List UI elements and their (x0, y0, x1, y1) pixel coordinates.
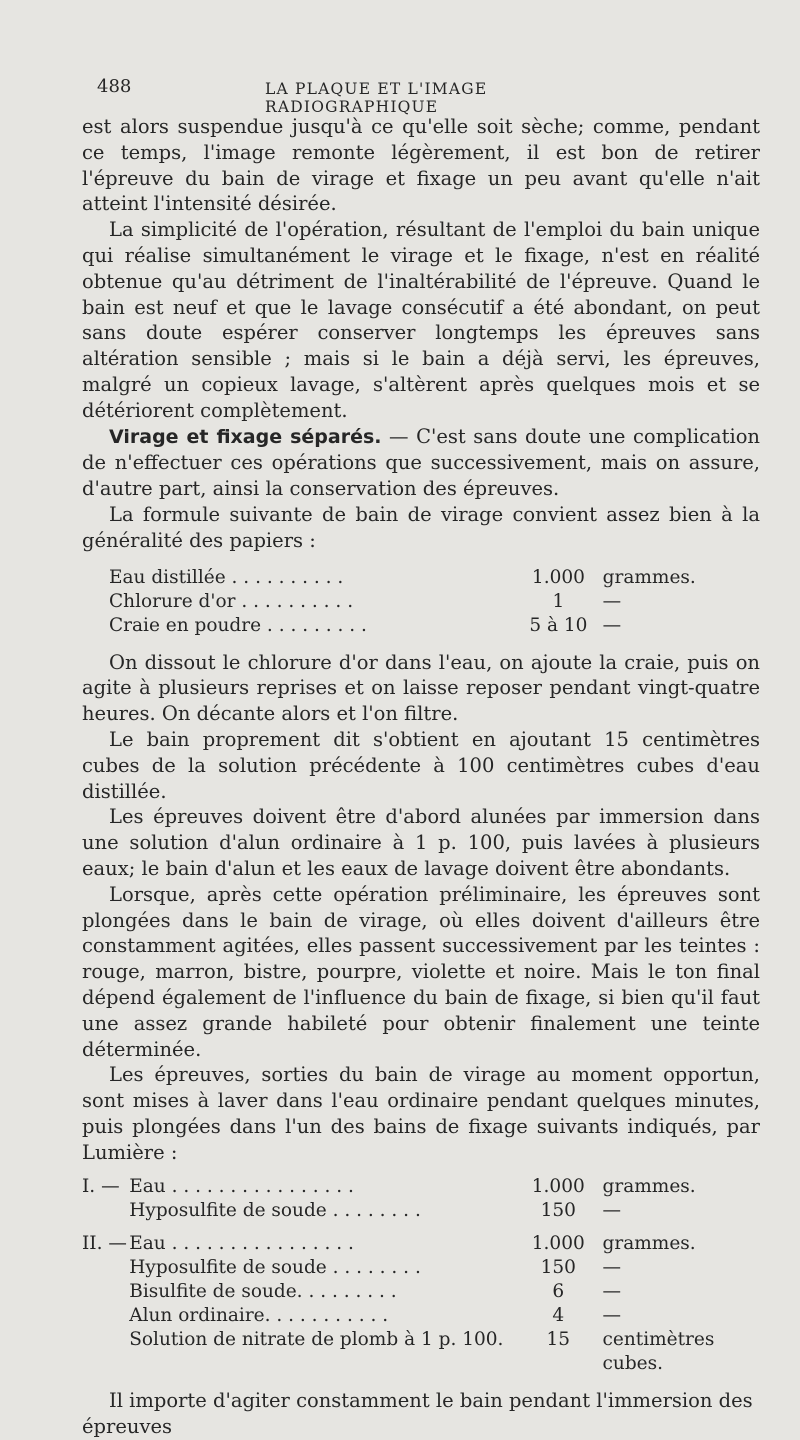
formula-number: I. — (82, 1176, 120, 1198)
unit: — (602, 590, 622, 612)
formula-virage (109, 566, 760, 638)
quantity: 1.000 (531, 1176, 585, 1198)
quantity: 1.000 (531, 566, 585, 588)
paragraph: Il importe d'agiter constamment le bain pendant l'immersion des épreuves (82, 1389, 753, 1439)
formula-row (82, 1328, 760, 1376)
unit: — (602, 1305, 622, 1327)
formula-fixage-1 (82, 1175, 760, 1223)
quantity: 150 (540, 1257, 576, 1279)
paragraph: est alors suspendue jusqu'à ce qu'elle soit sèche; comme, pendant ce temps, l'image remonte légèrement, il est bon de retirer l'épreuve du bain de virage et fixage un peu avant qu'elle n'ait atteint l'intensité désirée. (82, 115, 760, 216)
page-number: 488 (97, 76, 132, 97)
unit: — (602, 1257, 622, 1279)
unit: centimètres cubes. (602, 1329, 715, 1375)
formula-row (82, 1280, 760, 1304)
quantity: 5 à 10 (529, 614, 588, 636)
running-title: LA PLAQUE ET L'IMAGE RADIOGRAPHIQUE (265, 80, 488, 116)
section-heading: Virage et fixage séparés. (109, 425, 382, 448)
formula-row (82, 1175, 760, 1199)
ingredient: Hyposulfite de soude . . . . . . . . (129, 1200, 421, 1222)
quantity: 1.000 (531, 1233, 585, 1255)
ingredient: Eau . . . . . . . . . . . . . . . . (129, 1233, 354, 1255)
unit: grammes. (602, 1176, 696, 1198)
formula-number: II. — (82, 1233, 127, 1255)
formula-number (82, 1328, 129, 1376)
formula-row (109, 614, 760, 638)
formula-row (109, 566, 760, 590)
unit: — (602, 614, 622, 636)
spacer (82, 1223, 760, 1232)
section-paragraph (82, 424, 760, 502)
formula-number (82, 1256, 129, 1280)
ingredient: Alun ordinaire. . . . . . . . . . . (129, 1305, 389, 1327)
formula-number (82, 1304, 129, 1328)
quantity: 4 (552, 1305, 565, 1327)
formula-row (82, 1232, 760, 1256)
paragraph-text: — C'est sans doute une complication de n'effectuer ces opérations que successivement, mais on assure, d'autre part, ainsi la conservation des épreuves. (82, 424, 760, 501)
page-body (82, 114, 760, 1440)
formula-row (109, 590, 760, 614)
ingredient: Craie en poudre . . . . . . . . . (109, 614, 367, 636)
formula-row (82, 1199, 760, 1223)
unit: grammes. (602, 566, 696, 588)
quantity: 150 (540, 1200, 576, 1222)
ingredient: Bisulfite de soude. . . . . . . . . (129, 1281, 397, 1303)
paragraph: La formule suivante de bain de virage convient assez bien à la généralité des papiers : (82, 502, 760, 552)
paragraph: Le bain proprement dit s'obtient en ajoutant 15 centimètres cubes de la solution précédente à 100 centimètres cubes d'eau distillée. (82, 727, 760, 803)
unit: — (602, 1200, 622, 1222)
paragraph: La simplicité de l'opération, résultant de l'emploi du bain unique qui réalise simultanément le virage et le fixage, n'est en réalité obtenue qu'au détriment de l'inaltérabilité de l'épreuve. Quand le bain est neuf et que le lavage consécutif a été abondant, on peut sans doute espérer conserver longtemps les épreuves sans altération sensible ; mais si le bain a déjà servi, les épreuves, malgré un copieux lavage, s'altèrent après quelques mois et se détériorent complètement. (82, 218, 760, 422)
quantity: 6 (552, 1281, 565, 1303)
formula-number (82, 1199, 129, 1223)
formula-number (82, 1280, 129, 1304)
ingredient: Solution de nitrate de plomb à 1 p. 100. (129, 1329, 504, 1351)
ingredient: Eau distillée . . . . . . . . . . (109, 566, 344, 588)
ingredient: Chlorure d'or . . . . . . . . . . (109, 590, 354, 612)
ingredient: Eau . . . . . . . . . . . . . . . . (129, 1176, 354, 1198)
quantity: 1 (552, 590, 565, 612)
formula-row (82, 1304, 760, 1328)
page-header (97, 76, 600, 116)
formula-fixage-2 (82, 1232, 760, 1376)
formula-row (82, 1256, 760, 1280)
unit: grammes. (602, 1233, 696, 1255)
paragraph: Les épreuves doivent être d'abord alunées par immersion dans une solution d'alun ordinaire à 1 p. 100, puis lavées à plusieurs eaux; le bain d'alun et les eaux de lavage doivent être abondants. (82, 805, 760, 880)
paragraph: On dissout le chlorure d'or dans l'eau, on ajoute la craie, puis on agite à plusieurs reprises et on laisse reposer pendant vingt-quatre heures. On décante alors et l'on filtre. (82, 650, 760, 726)
paragraph: Lorsque, après cette opération préliminaire, les épreuves sont plongées dans le bain de virage, où elles doivent d'ailleurs être constamment agitées, elles passent successivement par les teintes : rouge, marron, bistre, pourpre, violette et noire. Mais le ton final dépend également de l'influence du bain de fixage, si bien qu'il faut une assez grande habileté pour obtenir finalement une teinte déterminée. (82, 882, 760, 1061)
unit: — (602, 1281, 622, 1303)
paragraph: Les épreuves, sorties du bain de virage au moment opportun, sont mises à laver dans l'eau ordinaire pendant quelques minutes, puis plongées dans l'un des bains de fixage suivants indiqués, par Lumière : (82, 1063, 760, 1164)
ingredient: Hyposulfite de soude . . . . . . . . (129, 1257, 421, 1279)
quantity: 15 (546, 1329, 571, 1351)
